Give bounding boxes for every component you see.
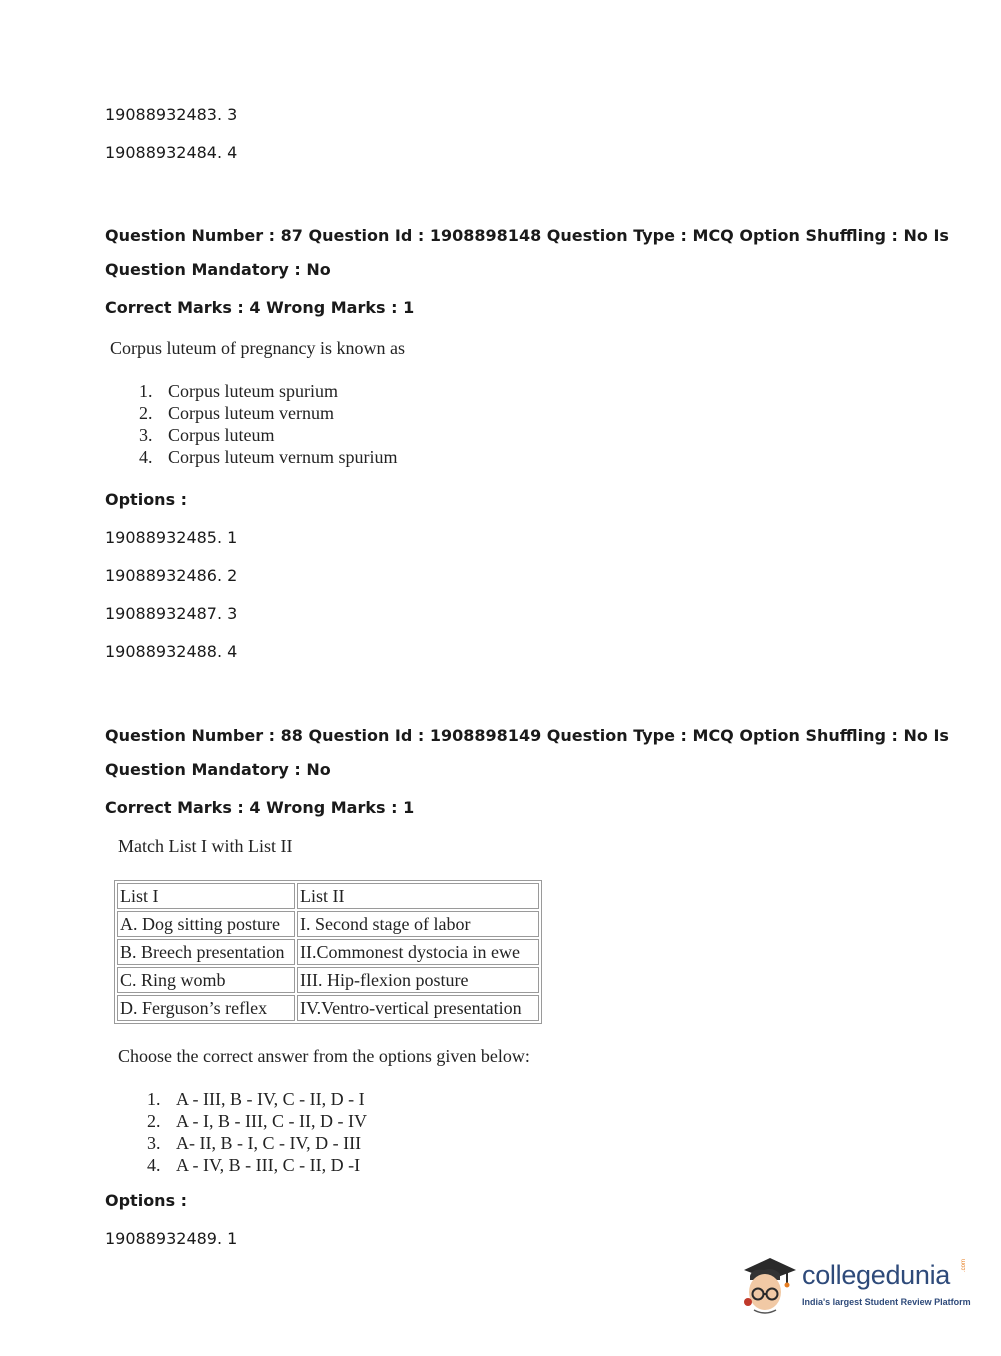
table-row — [117, 967, 539, 993]
logo-wordmark: collegedunia — [802, 1260, 951, 1290]
table-header-cell: List I — [117, 883, 295, 909]
choice-item — [147, 1154, 367, 1176]
table-cell: IV.Ventro-vertical presentation — [297, 995, 539, 1021]
question-mandatory: Question Mandatory : No — [105, 260, 331, 279]
choice-number: 1. — [139, 381, 153, 401]
table-cell: D. Ferguson’s reflex — [117, 995, 295, 1021]
choice-text: Corpus luteum vernum — [168, 403, 334, 423]
choice-text: A - III, B - IV, C - II, D - I — [176, 1089, 365, 1109]
table-cell: A. Dog sitting posture — [117, 911, 295, 937]
options-label: Options : — [105, 490, 188, 509]
option-line: 19088932489. 1 — [105, 1229, 238, 1248]
choice-number: 3. — [139, 425, 153, 445]
question-marks: Correct Marks : 4 Wrong Marks : 1 — [105, 798, 415, 817]
option-line: 19088932483. 3 — [105, 105, 238, 124]
choice-list — [139, 380, 397, 468]
table-cell: I. Second stage of labor — [297, 911, 539, 937]
choice-item — [147, 1132, 367, 1154]
logo-tagline: India's largest Student Review Platform — [802, 1297, 971, 1307]
match-table — [114, 880, 542, 1024]
option-line: 19088932488. 4 — [105, 642, 238, 661]
option-line: 19088932484. 4 — [105, 143, 238, 162]
option-line: 19088932487. 3 — [105, 604, 238, 623]
option-line: 19088932485. 1 — [105, 528, 238, 547]
student-mascot-icon — [740, 1250, 802, 1320]
table-row — [117, 939, 539, 965]
table-header-row — [117, 883, 539, 909]
choice-item — [147, 1110, 367, 1132]
question-header: Question Number : 87 Question Id : 1908898148 Question Type : MCQ Option Shuffling : No Is — [105, 226, 949, 245]
question-mandatory: Question Mandatory : No — [105, 760, 331, 779]
choice-text: A - I, B - III, C - II, D - IV — [176, 1111, 367, 1131]
logo-domain-suffix: .com — [961, 1258, 967, 1272]
choice-text: A - IV, B - III, C - II, D -I — [176, 1155, 361, 1175]
choice-text: Corpus luteum vernum spurium — [168, 447, 398, 467]
table-row — [117, 911, 539, 937]
table-cell: III. Hip-flexion posture — [297, 967, 539, 993]
choice-number: 2. — [139, 403, 153, 423]
choice-item — [139, 446, 397, 468]
choice-item — [139, 424, 397, 446]
options-label: Options : — [105, 1191, 188, 1210]
option-line: 19088932486. 2 — [105, 566, 238, 585]
choice-number: 3. — [147, 1133, 161, 1153]
question-text: Corpus luteum of pregnancy is known as — [110, 338, 405, 358]
choice-number: 4. — [139, 447, 153, 467]
question-text: Match List I with List II — [118, 836, 293, 856]
choice-item — [139, 402, 397, 424]
table-cell: B. Breech presentation — [117, 939, 295, 965]
question-marks: Correct Marks : 4 Wrong Marks : 1 — [105, 298, 415, 317]
choice-text: Corpus luteum — [168, 425, 275, 445]
table-row — [117, 995, 539, 1021]
choice-text: A- II, B - I, C - IV, D - III — [176, 1133, 362, 1153]
table-cell: II.Commonest dystocia in ewe — [297, 939, 539, 965]
instruction-text: Choose the correct answer from the options given below: — [118, 1046, 530, 1066]
table-header-cell: List II — [297, 883, 539, 909]
choice-number: 2. — [147, 1111, 161, 1131]
choice-list — [147, 1088, 367, 1176]
choice-number: 1. — [147, 1089, 161, 1109]
choice-text: Corpus luteum spurium — [168, 381, 338, 401]
collegedunia-logo — [740, 1250, 980, 1320]
choice-item — [139, 380, 397, 402]
choice-number: 4. — [147, 1155, 161, 1175]
question-header: Question Number : 88 Question Id : 1908898149 Question Type : MCQ Option Shuffling : No Is — [105, 726, 949, 745]
table-cell: C. Ring womb — [117, 967, 295, 993]
choice-item — [147, 1088, 367, 1110]
